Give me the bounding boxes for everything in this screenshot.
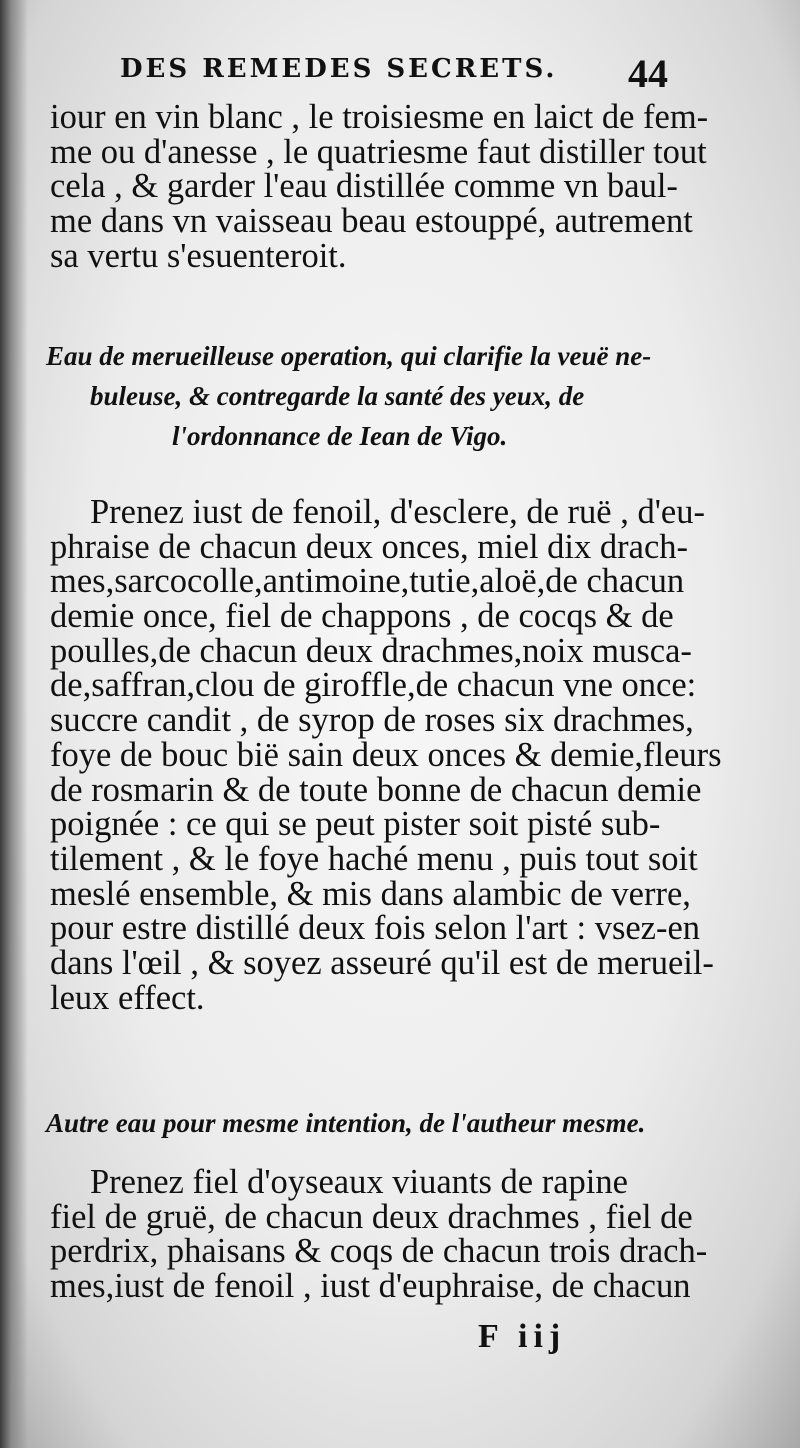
text-line: tilement , & le foye haché menu , puis tout soit — [50, 839, 698, 878]
text-line: succre candit , de syrop de roses six drachmes, — [50, 701, 694, 740]
text-line: foye de bouc bië sain deux onces & demie,fleurs — [50, 735, 722, 774]
text-line: phraise de chacun deux onces, miel dix drach- — [50, 527, 688, 566]
heading-line: buleuse, & contregarde la santé des yeux, de — [90, 381, 585, 411]
page-header — [0, 42, 800, 102]
text-line: poignée : ce qui se peut pister soit pisté sub- — [50, 805, 661, 844]
recipe-paragraph-2 — [50, 1163, 708, 1306]
heading-line: l'ordonnance de Iean de Vigo. — [172, 421, 508, 451]
text-line: me ou d'anesse , le quatriesme faut distiller tout — [50, 132, 707, 171]
recipe-paragraph — [50, 493, 722, 1017]
text-line: de rosmarin & de toute bonne de chacun demie — [50, 770, 702, 809]
text-line: demie once, fiel de chappons , de cocqs & de — [50, 597, 674, 636]
recipe-heading — [46, 336, 686, 456]
text-line: mes,sarcocolle,antimoine,tutie,aloë,de chacun — [50, 562, 685, 601]
paragraph-continuation — [50, 98, 709, 275]
text-line: dans l'œil , & soyez asseuré qu'il est de merueil- — [50, 943, 714, 982]
text-line: de,saffran,clou de giroffle,de chacun vne once: — [50, 666, 697, 705]
heading-line: Eau de merueilleuse operation, qui clarifie la veuë ne- — [46, 341, 652, 371]
page-number: 44 — [628, 51, 668, 96]
signature-mark: F iij — [478, 1318, 567, 1355]
text-line: iour en vin blanc , le troisiesme en laict de fem- — [50, 98, 709, 136]
running-head: DES REMEDES SECRETS. — [120, 54, 558, 84]
text-line: perdrix, phaisans & coqs de chacun trois drach- — [50, 1232, 708, 1271]
text-line: Prenez fiel d'oyseaux viuants de rapine — [90, 1163, 628, 1201]
recipe-heading-2: Autre eau pour mesme intention, de l'autheur mesme. — [46, 1108, 646, 1138]
text-line: mes,iust de fenoil , iust d'euphraise, de chacun — [50, 1267, 691, 1306]
text-line: cela , & garder l'eau distillée comme vn baul- — [50, 167, 678, 206]
text-line: leux effect. — [50, 978, 205, 1017]
text-line: poulles,de chacun deux drachmes,noix musca- — [50, 631, 692, 670]
text-line: fiel de gruë, de chacun deux drachmes , fiel de — [50, 1197, 693, 1236]
text-line: me dans vn vaisseau beau estouppé, autrement — [50, 202, 693, 241]
text-line: Prenez iust de fenoil, d'esclere, de ruë , d'eu- — [90, 493, 705, 531]
text-line: meslé ensemble, & mis dans alambic de verre, — [50, 874, 691, 913]
text-line: pour estre distillé deux fois selon l'art : vsez-en — [50, 909, 701, 948]
text-line: sa vertu s'esuenteroit. — [50, 236, 347, 275]
